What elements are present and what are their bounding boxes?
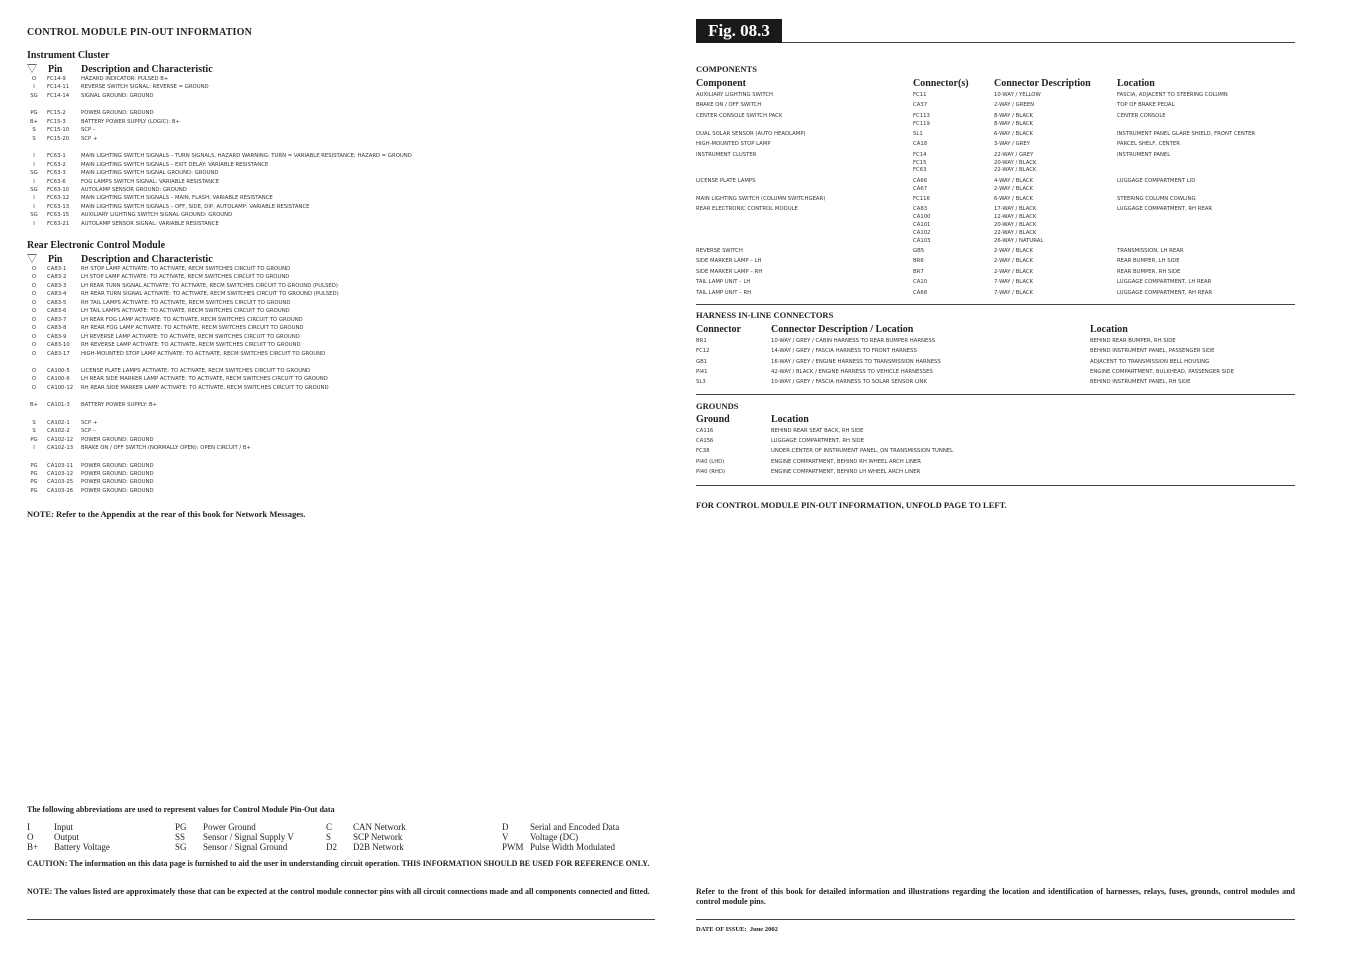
abbr-key: C bbox=[326, 822, 333, 832]
pin-number: FC15-2 bbox=[47, 110, 66, 117]
connector-id: CA102 bbox=[913, 229, 931, 236]
harness-connector: GB1 bbox=[696, 358, 708, 365]
component-location: TOP OF BRAKE PEDAL bbox=[1117, 102, 1175, 109]
connector-description: 12-WAY / BLACK bbox=[994, 214, 1037, 221]
component-name: TAIL LAMP UNIT – LH bbox=[696, 279, 751, 286]
harness-header bbox=[696, 324, 1296, 336]
abbr-value: Voltage (DC) bbox=[530, 832, 579, 842]
harness-column-header: Connector Description / Location bbox=[771, 324, 914, 335]
instrument-cluster-header bbox=[27, 63, 667, 75]
abbr-key: B+ bbox=[27, 842, 39, 852]
pin-number: CA83-8 bbox=[47, 325, 67, 332]
harness-connector: SL3 bbox=[696, 379, 706, 386]
connector-id: SL1 bbox=[913, 131, 923, 137]
pin-number: FC15-10 bbox=[47, 127, 70, 134]
grounds-rule bbox=[696, 485, 1295, 486]
pin-header: Pin bbox=[48, 254, 63, 265]
component-location: INSTRUMENT PANEL bbox=[1117, 151, 1171, 158]
harness-description: 42-WAY / BLACK / ENGINE HARNESS TO VEHICLE HARNESSES bbox=[771, 368, 933, 375]
pin-type: O bbox=[31, 282, 37, 289]
pin-number: CA102-2 bbox=[47, 428, 70, 435]
connector-description: 22-WAY / BLACK bbox=[994, 167, 1037, 174]
pin-description: BATTERY POWER SUPPLY: B+ bbox=[81, 402, 158, 409]
grounds-header bbox=[696, 414, 1296, 426]
pin-type: O bbox=[31, 376, 37, 383]
component-name: SIDE MARKER LAMP – LH bbox=[696, 258, 762, 265]
harness-location: BEHIND REAR BUMPER, RH SIDE bbox=[1090, 338, 1176, 344]
pin-type: I bbox=[33, 161, 35, 168]
pin-number: CA83-4 bbox=[47, 291, 67, 298]
pin-number: FC14-11 bbox=[47, 84, 70, 91]
pin-description: RH REAR TURN SIGNAL ACTIVATE: TO ACTIVATE, RECM SWITCHES CIRCUIT TO GROUND (PULSED) bbox=[81, 291, 339, 298]
pin-description: SCP + bbox=[81, 419, 98, 426]
pin-number: FC14-14 bbox=[47, 92, 70, 99]
abbr-key: S bbox=[326, 832, 332, 842]
connector-id: CA68 bbox=[913, 289, 928, 296]
pin-description: HIGH-MOUNTED STOP LAMP ACTIVATE: TO ACTIVATE, RECM SWITCHES CIRCUIT TO GROUND bbox=[81, 350, 326, 357]
abbr-key: O bbox=[27, 832, 34, 842]
connector-description: 26-WAY / NATURAL bbox=[994, 237, 1044, 244]
pin-number: FC63-15 bbox=[47, 212, 70, 219]
connector-description: 22-WAY / BLACK bbox=[994, 229, 1037, 236]
right-bottom-rule bbox=[696, 919, 1295, 920]
pin-type: PG bbox=[30, 110, 38, 117]
grounds-column-header: Ground bbox=[696, 414, 730, 425]
pin-type: O bbox=[31, 316, 37, 323]
pin-number: CA83-3 bbox=[47, 282, 67, 289]
abbr-key: SG bbox=[175, 842, 187, 852]
pin-type: I bbox=[33, 178, 35, 185]
ground-location: UNDER CENTER OF INSTRUMENT PANEL, ON TRANSMISSION TUNNEL bbox=[771, 448, 954, 455]
component-location: INSTRUMENT PANEL GLARE SHIELD, FRONT CENTER bbox=[1117, 131, 1256, 137]
pin-row bbox=[27, 445, 667, 454]
pin-description: POWER GROUND: GROUND bbox=[81, 479, 154, 486]
pin-type: I bbox=[33, 220, 35, 227]
pin-number: CA83-10 bbox=[47, 342, 70, 349]
pin-number: CA100-5 bbox=[47, 367, 70, 374]
pin-description: MAIN LIGHTING SWITCH SIGNALS – TURN SIGNALS, HAZARD WARNING: TURN = VARIABLE RESISTANCE; HAZARD = GROUND bbox=[81, 153, 412, 160]
pin-number: CA83-6 bbox=[47, 308, 67, 315]
component-location: LUGGAGE COMPARTMENT, LH REAR bbox=[1117, 279, 1212, 286]
pin-number: FC15-3 bbox=[47, 118, 66, 125]
connector-description: 2-WAY / BLACK bbox=[994, 248, 1034, 254]
connector-id: FC116 bbox=[913, 196, 930, 202]
harness-connector: PI41 bbox=[696, 368, 708, 375]
component-name: TAIL LAMP UNIT – RH bbox=[696, 289, 752, 296]
harness-location: BEHIND INSTRUMENT PANEL, PASSENGER SIDE bbox=[1090, 348, 1215, 355]
page-title: CONTROL MODULE PIN-OUT INFORMATION bbox=[27, 27, 253, 38]
connector-description: 20-WAY / BLACK bbox=[994, 221, 1037, 228]
connector-description: 8-WAY / BLACK bbox=[994, 120, 1034, 127]
connector-description: 7-WAY / BLACK bbox=[994, 279, 1034, 286]
pin-number: FC63-6 bbox=[47, 178, 66, 185]
component-location: REAR BUMPER, RH SIDE bbox=[1117, 268, 1181, 275]
component-location: REAR BUMPER, LH SIDE bbox=[1117, 258, 1180, 265]
harness-location: ADJACENT TO TRANSMISSION BELL HOUSING bbox=[1090, 358, 1210, 365]
connector-description: 2-WAY / BLACK bbox=[994, 185, 1034, 192]
connector-id: CA10 bbox=[913, 279, 928, 286]
pin-number: FC63-12 bbox=[47, 195, 70, 202]
recm-title: Rear Electronic Control Module bbox=[27, 240, 166, 251]
pin-description: LH REVERSE LAMP ACTIVATE: TO ACTIVATE, RECM SWITCHES CIRCUIT TO GROUND bbox=[81, 333, 300, 340]
component-name: MAIN LIGHTING SWITCH (COLUMN SWITCHGEAR) bbox=[696, 196, 826, 202]
grounds-title: GROUNDS bbox=[696, 401, 739, 411]
pin-number: CA103-12 bbox=[47, 471, 74, 477]
components-column-header: Location bbox=[1117, 78, 1155, 89]
pin-type: I bbox=[33, 203, 35, 210]
instrument-cluster-title: Instrument Cluster bbox=[27, 50, 110, 61]
pin-number: FC63-13 bbox=[47, 203, 70, 210]
pin-number: CA100-12 bbox=[47, 384, 74, 391]
connector-description: 6-WAY / BLACK bbox=[994, 131, 1034, 137]
pin-description: SCP – bbox=[81, 127, 96, 134]
components-column-header: Connector Description bbox=[994, 78, 1091, 89]
connector-description: 6-WAY / BLACK bbox=[994, 196, 1034, 202]
pin-type: PG bbox=[30, 479, 38, 486]
pin-type: S bbox=[32, 127, 36, 134]
pin-number: CA103-25 bbox=[47, 479, 74, 486]
pin-description: MAIN LIGHTING SWITCH SIGNALS – OFF, SIDE, DIP, AUTOLAMP: VARIABLE RESISTANCE bbox=[81, 203, 310, 210]
abbr-value: Output bbox=[54, 832, 80, 842]
figure-rule bbox=[782, 42, 1295, 43]
component-location: PARCEL SHELF, CENTER bbox=[1117, 141, 1180, 148]
connector-id: CA101 bbox=[913, 221, 931, 228]
pin-type: O bbox=[31, 266, 37, 272]
pin-description: LH TAIL LAMPS ACTIVATE: TO ACTIVATE, RECM SWITCHES CIRCUIT TO GROUND bbox=[81, 308, 290, 315]
connector-id: FC63 bbox=[913, 167, 927, 174]
abbr-key: PG bbox=[175, 822, 187, 832]
pin-type: I bbox=[33, 195, 35, 202]
pin-description: LH REAR FOG LAMP ACTIVATE: TO ACTIVATE, RECM SWITCHES CIRCUIT TO GROUND bbox=[81, 316, 303, 323]
connector-id: CA18 bbox=[913, 141, 928, 148]
pin-type: SG bbox=[30, 170, 38, 177]
connector-description: 10-WAY / YELLOW bbox=[994, 92, 1041, 98]
component-location: STEERING COLUMN COWLING bbox=[1117, 196, 1196, 202]
components-column-header: Connector(s) bbox=[913, 78, 969, 89]
pin-description: MAIN LIGHTING SWITCH SIGNALS – EXIT DELAY: VARIABLE RESISTANCE bbox=[81, 161, 269, 168]
harness-connector: FC12 bbox=[696, 348, 710, 355]
components-table bbox=[696, 92, 1296, 302]
pin-type: O bbox=[31, 384, 37, 391]
component-location: LUGGAGE COMPARTMENT, RH REAR bbox=[1117, 206, 1213, 213]
pin-description: AUTOLAMP SENSOR GROUND: GROUND bbox=[81, 186, 187, 193]
component-location: LUGGAGE COMPARTMENT, RH REAR bbox=[1117, 289, 1213, 296]
pin-type: O bbox=[31, 274, 37, 281]
ground-id: CA116 bbox=[696, 428, 714, 434]
date-label: DATE OF ISSUE: bbox=[696, 926, 747, 933]
pin-row bbox=[27, 136, 667, 145]
component-name: BRAKE ON / OFF SWITCH bbox=[696, 102, 762, 109]
components-header bbox=[696, 78, 1296, 90]
components-rule bbox=[696, 304, 1295, 305]
pin-type: O bbox=[31, 333, 37, 340]
pin-number: FC63-10 bbox=[47, 186, 70, 193]
abbr-value: SCP Network bbox=[353, 832, 403, 842]
pin-number: CA83-5 bbox=[47, 299, 67, 306]
pin-number: FC63-2 bbox=[47, 161, 66, 168]
connector-id: CA83 bbox=[913, 206, 928, 213]
connector-description: 22-WAY / GREY bbox=[994, 151, 1034, 158]
abbr-key: SS bbox=[175, 832, 186, 842]
abbr-key: D2 bbox=[326, 842, 337, 852]
ground-id: CA156 bbox=[696, 438, 714, 445]
ground-location: BEHIND REAR SEAT BACK, RH SIDE bbox=[771, 428, 864, 434]
abbr-value: D2B Network bbox=[353, 842, 404, 852]
pin-description: RH TAIL LAMPS ACTIVATE: TO ACTIVATE, RECM SWITCHES CIRCUIT TO GROUND bbox=[81, 299, 291, 306]
pin-description: LH REAR TURN SIGNAL ACTIVATE: TO ACTIVATE, RECM SWITCHES CIRCUIT TO GROUND (PULSED) bbox=[81, 282, 338, 289]
abbr-value: Serial and Encoded Data bbox=[530, 822, 620, 832]
pin-number: CA102-1 bbox=[47, 419, 70, 426]
date-value: June 2002 bbox=[749, 926, 778, 933]
harness-title: HARNESS IN-LINE CONNECTORS bbox=[696, 310, 834, 320]
recm-pin-table bbox=[27, 266, 667, 501]
unfold-note: FOR CONTROL MODULE PIN-OUT INFORMATION, UNFOLD PAGE TO LEFT. bbox=[696, 500, 1007, 510]
pin-number: CA100-6 bbox=[47, 376, 70, 383]
pin-number: CA83-2 bbox=[47, 274, 67, 281]
pin-description: POWER GROUND: GROUND bbox=[81, 487, 154, 494]
pin-type: O bbox=[31, 367, 37, 374]
pin-description: SCP – bbox=[81, 428, 96, 435]
pin-type: SG bbox=[30, 186, 38, 193]
instrument-cluster-pin-table bbox=[27, 76, 667, 231]
connector-id: BR6 bbox=[913, 258, 924, 265]
harness-column-header: Connector bbox=[696, 324, 741, 335]
ground-location: ENGINE COMPARTMENT, BEHIND LH WHEEL ARCH LINER bbox=[771, 468, 921, 475]
pin-row bbox=[27, 385, 667, 394]
pin-number: CA102-12 bbox=[47, 436, 74, 443]
harness-table bbox=[696, 338, 1296, 390]
component-name: HIGH-MOUNTED STOP LAMP bbox=[696, 141, 771, 148]
pin-type: B+ bbox=[29, 402, 39, 409]
pin-number: CA83-7 bbox=[47, 316, 67, 323]
pin-type: S bbox=[32, 428, 36, 435]
harness-description: 10-WAY / GREY / CABIN HARNESS TO REAR BUMPER HARNESS bbox=[771, 338, 936, 344]
pin-description: POWER GROUND: GROUND bbox=[81, 436, 154, 443]
component-location: TRANSMISSION, LH REAR bbox=[1117, 248, 1184, 254]
connector-id: FC15 bbox=[913, 159, 927, 166]
pin-header: Pin bbox=[48, 64, 63, 75]
harness-description: 14-WAY / GREY / FASCIA HARNESS TO FRONT HARNESS bbox=[771, 348, 917, 355]
harness-location: ENGINE COMPARTMENT, BULKHEAD, PASSENGER SIDE bbox=[1090, 368, 1234, 375]
pin-row bbox=[27, 351, 667, 360]
pin-row bbox=[27, 221, 667, 230]
ground-id: PI40 (RHD) bbox=[696, 468, 726, 475]
pin-type: O bbox=[31, 342, 37, 349]
pin-description: FOG LAMPS SWITCH SIGNAL: VARIABLE RESISTANCE bbox=[81, 178, 220, 185]
abbr-value: Power Ground bbox=[203, 822, 256, 832]
component-name: AUXILIARY LIGHTING SWITCH bbox=[696, 92, 774, 98]
pin-description: MAIN LIGHTING SWITCH SIGNAL GROUND: GROUND bbox=[81, 170, 219, 177]
pin-type: SG bbox=[30, 212, 38, 219]
pin-description: SCP + bbox=[81, 135, 98, 142]
pin-number: CA83-1 bbox=[47, 266, 67, 272]
pin-type: PG bbox=[30, 436, 38, 443]
pin-type: O bbox=[31, 291, 37, 298]
pin-type: O bbox=[31, 308, 37, 315]
connector-description: 8-WAY / BLACK bbox=[994, 112, 1034, 119]
connector-id: CA37 bbox=[913, 102, 928, 109]
pin-number: CA83-17 bbox=[47, 350, 70, 357]
component-name: REVERSE SWITCH bbox=[696, 248, 743, 254]
pin-number: CA102-13 bbox=[47, 445, 74, 452]
harness-connector: BR1 bbox=[696, 338, 707, 344]
harness-rule bbox=[696, 394, 1295, 395]
pin-description: BATTERY POWER SUPPLY (LOGIC): B+ bbox=[81, 118, 180, 125]
pin-row bbox=[27, 93, 667, 102]
abbr-value: Sensor / Signal Ground bbox=[203, 842, 288, 852]
left-bottom-rule bbox=[27, 919, 655, 920]
connector-id: FC113 bbox=[913, 112, 930, 119]
pin-description: LH REAR SIDE MARKER LAMP ACTIVATE: TO ACTIVATE, RECM SWITCHES CIRCUIT TO GROUND bbox=[81, 376, 328, 383]
grounds-table bbox=[696, 428, 1296, 480]
pin-description: MAIN LIGHTING SWITCH SIGNALS – MAIN, FLASH: VARIABLE RESISTANCE bbox=[81, 195, 273, 202]
abbreviations-title: The following abbreviations are used to represent values for Control Module Pin-Out data bbox=[27, 805, 335, 814]
connector-id: CA66 bbox=[913, 177, 928, 184]
pin-description: LICENSE PLATE LAMPS ACTIVATE: TO ACTIVATE, RECM SWITCHES CIRCUIT TO GROUND bbox=[81, 367, 311, 374]
connector-id: CA103 bbox=[913, 237, 931, 244]
pin-number: FC63-1 bbox=[47, 153, 66, 160]
pin-description: AUTOLAMP SENSOR SIGNAL: VARIABLE RESISTANCE bbox=[81, 220, 219, 227]
ground-location: LUGGAGE COMPARTMENT, RH SIDE bbox=[771, 438, 865, 445]
pin-number: CA103-11 bbox=[47, 462, 74, 469]
component-name: REAR ELECTRONIC CONTROL MODULE bbox=[696, 206, 798, 213]
pin-description: HAZARD INDICATOR: PULSED B+ bbox=[81, 76, 169, 82]
harness-description: 10-WAY / GREY / FASCIA HARNESS TO SOLAR SENSOR LINK bbox=[771, 379, 927, 386]
pin-description: RH STOP LAMP ACTIVATE: TO ACTIVATE, RECM SWITCHES CIRCUIT TO GROUND bbox=[81, 266, 291, 272]
connector-id: CA67 bbox=[913, 185, 928, 192]
pin-type: O bbox=[31, 299, 37, 306]
pin-description: RH REVERSE LAMP ACTIVATE: TO ACTIVATE, RECM SWITCHES CIRCUIT TO GROUND bbox=[81, 342, 301, 349]
harness-location: BEHIND INSTRUMENT PANEL, RH SIDE bbox=[1090, 379, 1191, 386]
pin-description: POWER GROUND: GROUND bbox=[81, 471, 154, 477]
abbr-value: Battery Voltage bbox=[54, 842, 110, 852]
connector-description: 2-WAY / BLACK bbox=[994, 258, 1034, 265]
abbr-value: CAN Network bbox=[353, 822, 406, 832]
connector-id: FC11 bbox=[913, 92, 927, 98]
abbreviations-table bbox=[27, 822, 667, 854]
pin-number: FC15-20 bbox=[47, 135, 70, 142]
ground-id: FC38 bbox=[696, 448, 710, 455]
pin-number: CA101-3 bbox=[47, 402, 70, 409]
figure-label: Fig. 08.3 bbox=[696, 19, 782, 43]
connector-description: 2-WAY / GREEN bbox=[994, 102, 1035, 109]
pin-type: I bbox=[33, 445, 35, 452]
components-title: COMPONENTS bbox=[696, 64, 757, 74]
pin-description: AUXILIARY LIGHTING SWITCH SIGNAL GROUND: GROUND bbox=[81, 212, 233, 219]
pin-number: CA83-9 bbox=[47, 333, 67, 340]
component-location: CENTER CONSOLE bbox=[1117, 112, 1166, 119]
abbr-value: Sensor / Signal Supply V bbox=[203, 832, 294, 842]
pin-description: RH REAR SIDE MARKER LAMP ACTIVATE: TO ACTIVATE, RECM SWITCHES CIRCUIT TO GROUND bbox=[81, 384, 329, 391]
date-of-issue bbox=[696, 926, 778, 933]
pin-type: O bbox=[31, 350, 37, 357]
ground-id: PI40 (LHD) bbox=[696, 458, 725, 465]
pin-description: POWER GROUND: GROUND bbox=[81, 110, 154, 117]
pin-type: SG bbox=[30, 92, 38, 99]
pin-row bbox=[27, 488, 667, 497]
connector-description: 3-WAY / GREY bbox=[994, 141, 1030, 148]
abbr-key: D bbox=[502, 822, 509, 832]
component-name: CENTER CONSOLE SWITCH PACK bbox=[696, 112, 783, 119]
component-name: LICENSE PLATE LAMPS bbox=[696, 177, 756, 184]
connector-description: 17-WAY / BLACK bbox=[994, 206, 1037, 213]
pin-type: I bbox=[33, 84, 35, 91]
component-name: SIDE MARKER LAMP – RH bbox=[696, 268, 763, 275]
component-location: FASCIA, ADJACENT TO STEERING COLUMN bbox=[1117, 92, 1228, 98]
pin-type: I bbox=[33, 153, 35, 160]
appendix-note: NOTE: Refer to the Appendix at the rear of this book for Network Messages. bbox=[27, 509, 306, 519]
triangle-icon bbox=[27, 64, 37, 73]
abbr-value: Input bbox=[54, 822, 73, 832]
grounds-column-header: Location bbox=[771, 414, 809, 425]
refer-front-note: Refer to the front of this book for detailed information and illustrations regarding the location and identification of harnesses, relays, fuses, grounds, control modules and control module pins. bbox=[696, 887, 1295, 906]
pin-description: POWER GROUND: GROUND bbox=[81, 462, 154, 469]
pin-description: BRAKE ON / OFF SWITCH (NORMALLY OPEN): OPEN CIRCUIT / B+ bbox=[81, 445, 251, 452]
connector-description: 4-WAY / BLACK bbox=[994, 177, 1034, 184]
pin-number: CA103-26 bbox=[47, 487, 74, 494]
pin-type: S bbox=[32, 419, 36, 426]
pin-type: O bbox=[31, 76, 37, 82]
pin-type: O bbox=[31, 325, 37, 332]
pin-description: LH STOP LAMP ACTIVATE: TO ACTIVATE, RECM SWITCHES CIRCUIT TO GROUND bbox=[81, 274, 290, 281]
component-location: LUGGAGE COMPARTMENT LID bbox=[1117, 177, 1196, 184]
pin-type: PG bbox=[30, 487, 38, 494]
connector-id: FC14 bbox=[913, 151, 927, 158]
connector-id: BR7 bbox=[913, 268, 924, 275]
pin-description: RH REAR FOG LAMP ACTIVATE: TO ACTIVATE, RECM SWITCHES CIRCUIT TO GROUND bbox=[81, 325, 304, 332]
pin-type: B+ bbox=[29, 118, 39, 125]
abbr-key: V bbox=[502, 832, 509, 842]
ground-location: ENGINE COMPARTMENT, BEHIND RH WHEEL ARCH LINER bbox=[771, 458, 921, 465]
pin-description: SIGNAL GROUND: GROUND bbox=[81, 92, 154, 99]
pin-number: FC14-9 bbox=[47, 76, 66, 82]
triangle-icon bbox=[27, 254, 37, 263]
component-name: DUAL SOLAR SENSOR (AUTO HEADLAMP) bbox=[696, 131, 806, 137]
pin-number: FC63-21 bbox=[47, 220, 70, 227]
connector-description: 7-WAY / BLACK bbox=[994, 289, 1034, 296]
harness-column-header: Location bbox=[1090, 324, 1128, 335]
components-column-header: Component bbox=[696, 78, 747, 89]
pin-type: PG bbox=[30, 462, 38, 469]
component-name: INSTRUMENT CLUSTER bbox=[696, 151, 757, 158]
caution-note: CAUTION: The information on this data page is furnished to aid the user in understanding circuit operation. THIS INFORMATION SHOULD BE USED FOR REFERENCE ONLY. bbox=[27, 859, 650, 868]
description-header: Description and Characteristic bbox=[81, 64, 213, 75]
pin-type: S bbox=[32, 135, 36, 142]
abbr-key: PWM bbox=[502, 842, 524, 852]
pin-type: PG bbox=[30, 471, 38, 477]
harness-description: 16-WAY / GREY / ENGINE HARNESS TO TRANSMISSION HARNESS bbox=[771, 358, 941, 365]
abbr-key: I bbox=[27, 822, 30, 832]
connector-id: FC119 bbox=[913, 120, 930, 127]
pin-description: REVERSE SWITCH SIGNAL: REVERSE = GROUND bbox=[81, 84, 209, 91]
connector-id: CA100 bbox=[913, 214, 931, 221]
connector-description: 2-WAY / BLACK bbox=[994, 268, 1034, 275]
pin-row bbox=[27, 402, 667, 411]
abbr-value: Pulse Width Modulated bbox=[530, 842, 615, 852]
recm-header bbox=[27, 253, 667, 265]
connector-id: GB5 bbox=[913, 248, 925, 254]
connector-description: 20-WAY / BLACK bbox=[994, 159, 1037, 166]
pin-number: FC63-3 bbox=[47, 170, 66, 177]
values-note: NOTE: The values listed are approximately those that can be expected at the control module connector pins with all circuit connections made and all components connected and fitted. bbox=[27, 887, 650, 896]
description-header: Description and Characteristic bbox=[81, 254, 213, 265]
